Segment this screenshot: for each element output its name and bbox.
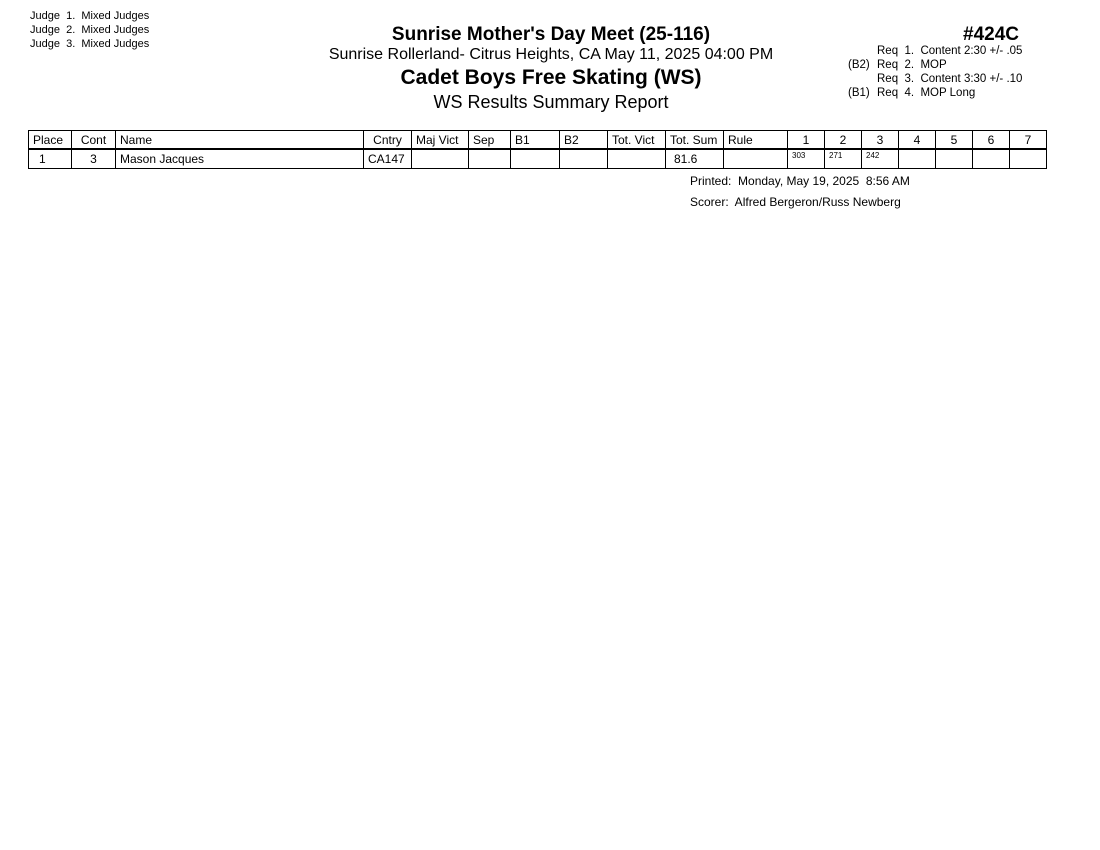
col-header-judge-5: 5 <box>936 131 973 150</box>
judges-list <box>30 9 149 51</box>
cell-judge-2: 271 <box>825 149 862 169</box>
col-header-judge-6: 6 <box>973 131 1010 150</box>
cell-place: 1 <box>29 149 72 169</box>
cell-cntry: CA147 <box>364 149 412 169</box>
requirement-text: Req 3. Content 3:30 +/- .10 <box>877 73 1023 85</box>
col-header-b1: B1 <box>511 131 560 150</box>
scorer-line: Scorer: Alfred Bergeron/Russ Newberg <box>690 195 901 209</box>
judge-line: Judge 1. Mixed Judges <box>30 10 150 22</box>
col-header-tot-vict: Tot. Vict <box>608 131 666 150</box>
requirement-prefix: (B2) <box>848 59 870 71</box>
col-header-name: Name <box>116 131 364 150</box>
cell-judge-7 <box>1010 149 1047 169</box>
event-title: Cadet Boys Free Skating (WS) <box>400 66 702 89</box>
col-header-cntry: Cntry <box>364 131 412 150</box>
cell-sep <box>469 149 511 169</box>
printed-timestamp: Printed: Monday, May 19, 2025 8:56 AM <box>690 174 910 188</box>
cell-maj-vict <box>412 149 469 169</box>
cell-judge-1: 303 <box>788 149 825 169</box>
cell-judge-3: 242 <box>862 149 899 169</box>
requirement-prefix: (B1) <box>848 87 870 99</box>
cell-cont: 3 <box>72 149 116 169</box>
cell-judge-6 <box>973 149 1010 169</box>
requirement-text: Req 4. MOP Long <box>877 87 976 99</box>
cell-rule <box>724 149 788 169</box>
cell-judge-5 <box>936 149 973 169</box>
col-header-judge-7: 7 <box>1010 131 1047 150</box>
col-header-rule: Rule <box>724 131 788 150</box>
col-header-judge-3: 3 <box>862 131 899 150</box>
table-row <box>29 149 1047 169</box>
report-title: WS Results Summary Report <box>433 92 669 112</box>
venue-line: Sunrise Rollerland- Citrus Heights, CA May 11, 2025 04:00 PM <box>328 46 774 63</box>
col-header-judge-1: 1 <box>788 131 825 150</box>
results-table <box>28 130 1047 169</box>
cell-tot-sum: 81.6 <box>666 149 724 169</box>
col-header-b2: B2 <box>560 131 608 150</box>
col-header-judge-2: 2 <box>825 131 862 150</box>
requirement-text: Req 2. MOP <box>877 59 947 71</box>
cell-b1 <box>511 149 560 169</box>
judge-line: Judge 2. Mixed Judges <box>30 24 150 36</box>
cell-name: Mason Jacques <box>116 149 364 169</box>
col-header-cont: Cont <box>72 131 116 150</box>
col-header-sep: Sep <box>469 131 511 150</box>
requirement-text: Req 1. Content 2:30 +/- .05 <box>877 45 1023 57</box>
event-number: #424C <box>963 24 1019 45</box>
meet-title: Sunrise Mother's Day Meet (25-116) <box>391 24 711 45</box>
cell-tot-vict <box>608 149 666 169</box>
cell-judge-4 <box>899 149 936 169</box>
col-header-tot-sum: Tot. Sum <box>666 131 724 150</box>
table-header-row <box>29 131 1047 150</box>
col-header-place: Place <box>29 131 72 150</box>
col-header-judge-4: 4 <box>899 131 936 150</box>
cell-b2 <box>560 149 608 169</box>
col-header-maj-vict: Maj Vict <box>412 131 469 150</box>
judge-line: Judge 3. Mixed Judges <box>30 38 150 50</box>
report-header <box>300 24 802 114</box>
